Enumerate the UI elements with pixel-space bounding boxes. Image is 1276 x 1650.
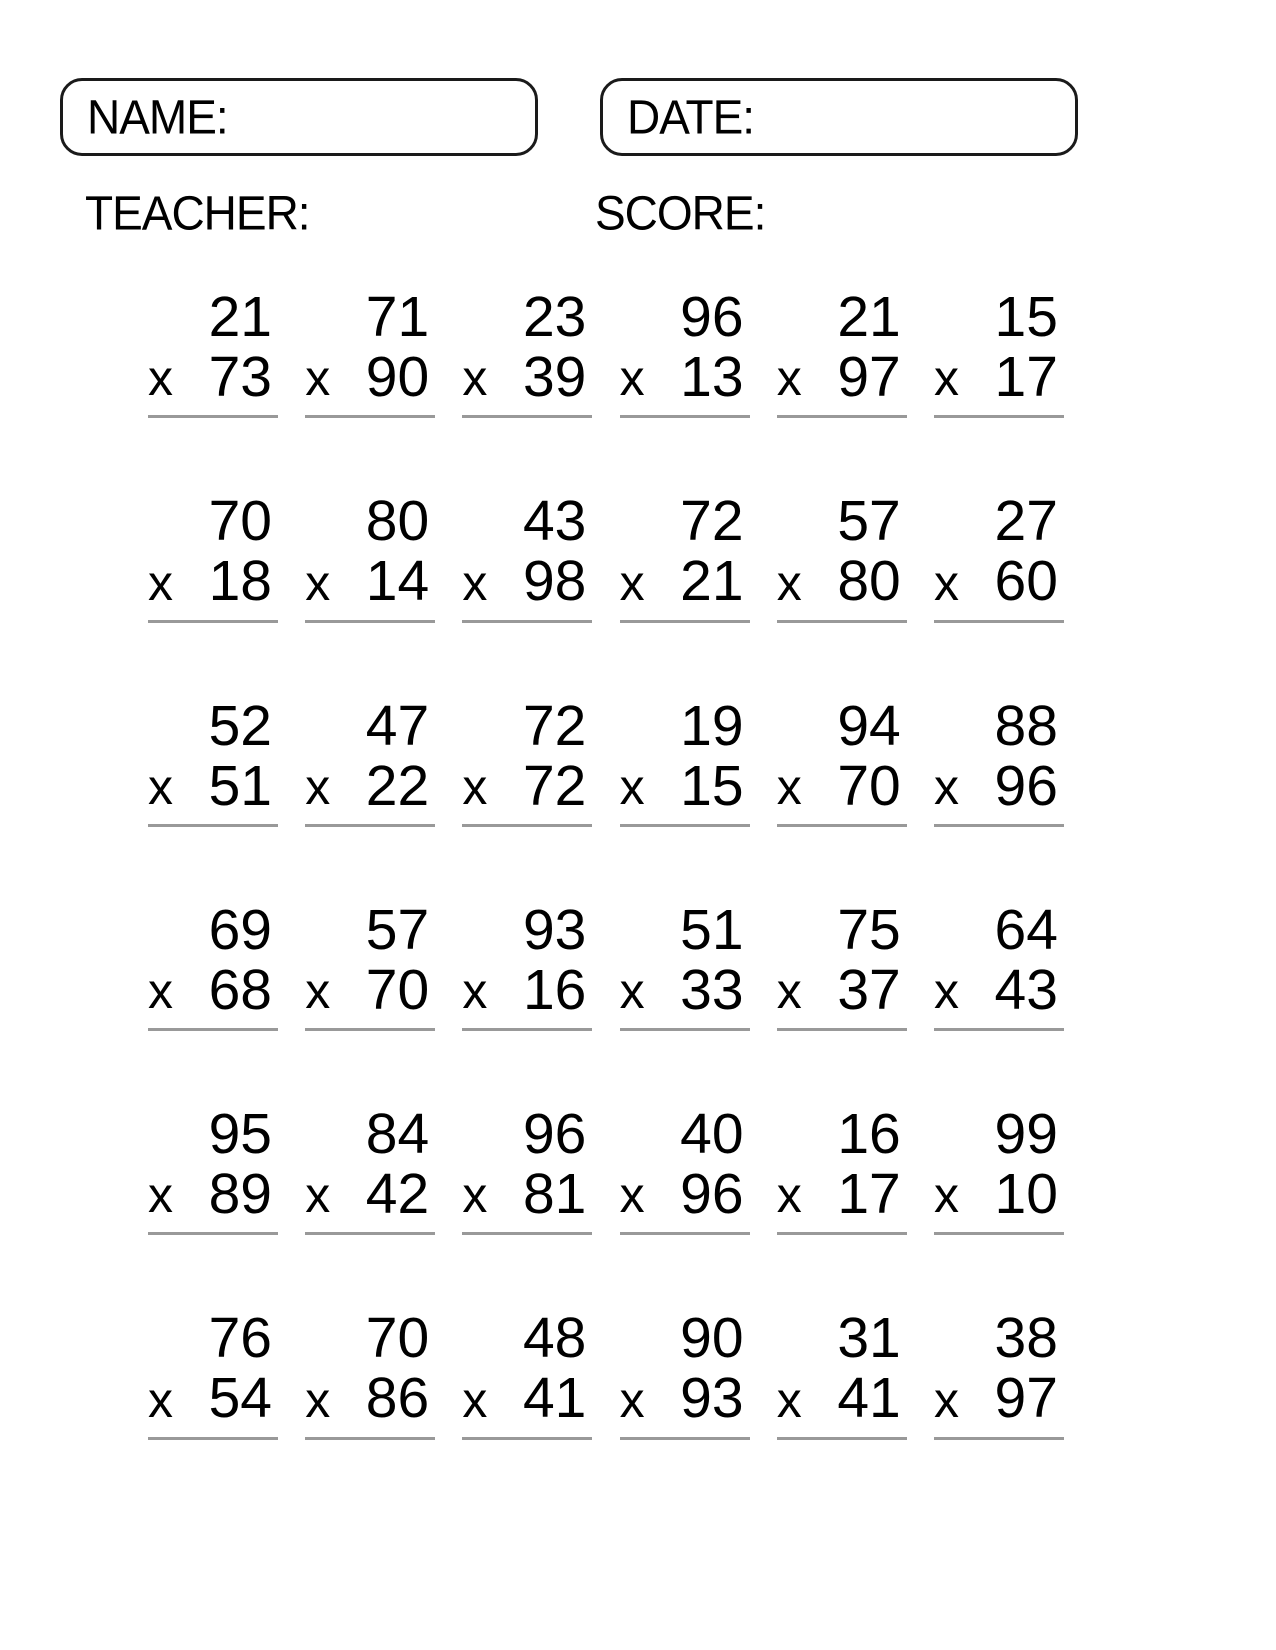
problem [933,897,1064,1031]
multiply-sign: x [148,350,173,407]
multiplicand: 48 [522,1306,587,1371]
multiply-sign: x [148,554,173,611]
problem [619,285,750,418]
multiplier-line [462,753,592,827]
multiplicand: 72 [522,693,587,758]
multiplier-line [933,957,1064,1031]
multiplier-line [776,1366,907,1439]
multiply-sign: x [305,758,331,815]
multiplier-line [619,957,750,1031]
multiplicand: 19 [680,693,744,758]
multiplier-line [619,1366,750,1439]
multiply-sign: x [933,1371,959,1428]
problem [933,285,1064,418]
multiplier-line [305,1366,435,1439]
multiply-sign: x [933,758,959,815]
multiplicand: 76 [208,1306,272,1371]
multiplier: 70 [837,753,901,818]
multiply-sign: x [619,758,645,815]
multiplicand: 99 [994,1102,1058,1166]
multiplier: 18 [208,549,272,614]
multiplicand: 93 [522,897,587,962]
multiply-sign: x [148,1371,173,1428]
multiplier-line [148,753,278,827]
problem [776,693,907,827]
problem [619,1102,750,1235]
multiplier-line [933,1366,1064,1439]
multiplier: 72 [522,753,587,818]
multiply-sign: x [933,554,959,611]
problem [305,1102,435,1235]
multiplicand: 15 [994,285,1058,349]
multiplicand: 88 [994,693,1058,758]
multiplier: 93 [680,1366,744,1431]
problem [305,693,435,827]
problem-row [148,897,1064,1031]
multiplier: 16 [522,957,587,1022]
multiplier-line [933,753,1064,827]
problem [933,489,1064,622]
multiply-sign: x [305,1167,331,1224]
multiplier-line [148,1162,278,1235]
multiplier: 15 [680,753,744,818]
problem [462,1102,592,1235]
multiply-sign: x [619,554,645,611]
problem [462,693,592,827]
multiplier: 51 [208,753,272,818]
multiply-sign: x [148,963,173,1019]
problem [148,897,278,1031]
multiplier: 96 [680,1162,744,1227]
multiplicand: 72 [680,489,744,554]
multiplier: 41 [522,1366,587,1431]
multiplier-line [462,549,592,622]
multiply-sign: x [619,1371,645,1428]
problem [619,897,750,1031]
multiplicand: 23 [522,285,587,349]
multiply-sign: x [619,350,645,407]
multiply-sign: x [776,758,802,815]
teacher-label: TEACHER: [85,185,310,241]
problem-row [148,1306,1064,1439]
multiplier: 89 [208,1162,272,1227]
problem [619,693,750,827]
multiply-sign: x [462,1167,488,1224]
multiplier: 70 [365,957,430,1022]
multiplier-line [776,957,907,1031]
multiply-sign: x [462,350,488,407]
multiplier-line [619,345,750,418]
problem [619,489,750,622]
multiply-sign: x [305,350,331,407]
multiplicand: 21 [208,285,272,349]
multiply-sign: x [619,1167,645,1224]
multiplier-line [933,549,1064,622]
name-field-box [60,78,538,156]
score-label: SCORE: [595,185,766,241]
multiply-sign: x [933,350,959,407]
multiplier: 22 [365,753,430,818]
multiplier: 13 [680,345,744,410]
multiplicand: 43 [522,489,587,554]
multiplicand: 75 [837,897,901,962]
multiplier: 81 [522,1162,587,1227]
multiplicand: 40 [680,1102,744,1166]
problem-row [148,489,1064,622]
multiplicand: 69 [208,897,272,962]
multiply-sign: x [933,963,959,1019]
problem [305,897,435,1031]
multiplier-line [462,957,592,1031]
multiplier-line [305,345,435,418]
multiplier-line [619,753,750,827]
multiplier: 37 [837,957,901,1022]
multiplicand: 47 [365,693,430,758]
multiply-sign: x [933,1167,959,1224]
multiplier-line [148,549,278,622]
problem-row [148,693,1064,827]
multiplier: 96 [994,753,1058,818]
multiplier-line [305,549,435,622]
multiplier-line [305,957,435,1031]
multiplier: 39 [522,345,587,410]
multiply-sign: x [305,963,331,1019]
multiplier-line [619,1162,750,1235]
multiplier: 98 [522,549,587,614]
problem [148,1306,278,1439]
multiplicand: 52 [208,693,272,758]
multiplier: 41 [837,1366,901,1431]
multiplicand: 64 [994,897,1058,962]
name-label: NAME: [87,89,228,145]
problem [462,1306,592,1439]
multiply-sign: x [462,1371,488,1428]
problem [933,1306,1064,1439]
multiplier: 33 [680,957,744,1022]
problem [148,285,278,418]
multiplier: 97 [994,1366,1058,1431]
multiplier-line [305,1162,435,1235]
multiplier-line [933,1162,1064,1235]
problem [305,285,435,418]
problem [305,1306,435,1439]
problem [776,897,907,1031]
multiplier-line [148,345,278,418]
problem [776,285,907,418]
multiply-sign: x [305,1371,331,1428]
problem [619,1306,750,1439]
multiplier-line [776,753,907,827]
problem [148,1102,278,1235]
multiply-sign: x [462,758,488,815]
multiplier-line [462,1162,592,1235]
multiplier-line [776,1162,907,1235]
multiplier: 17 [837,1162,901,1227]
multiplier: 10 [994,1162,1058,1227]
multiplier-line [462,1366,592,1439]
problem [776,1306,907,1439]
multiplier-line [305,753,435,827]
multiply-sign: x [462,963,488,1019]
multiplicand: 96 [522,1102,587,1166]
multiplicand: 70 [208,489,272,554]
multiplicand: 51 [680,897,744,962]
multiply-sign: x [462,554,488,611]
multiplier: 14 [365,549,430,614]
multiplier-line [933,345,1064,418]
problem [148,489,278,622]
multiplier: 54 [208,1366,272,1431]
multiplier-line [619,549,750,622]
multiply-sign: x [776,963,802,1019]
multiplier: 86 [365,1366,430,1431]
multiplier-line [462,345,592,418]
multiply-sign: x [776,1167,802,1224]
problem [462,285,592,418]
multiplicand: 27 [994,489,1058,554]
multiplicand: 90 [680,1306,744,1371]
problem [776,1102,907,1235]
multiplicand: 71 [365,285,430,349]
multiply-sign: x [148,758,173,815]
multiplicand: 57 [365,897,430,962]
multiplicand: 94 [837,693,901,758]
multiplier: 68 [208,957,272,1022]
multiplicand: 95 [208,1102,272,1166]
multiplier: 42 [365,1162,430,1227]
multiply-sign: x [776,554,802,611]
multiplier: 90 [365,345,430,410]
multiplier: 73 [208,345,272,410]
multiplier-line [776,345,907,418]
multiplier: 60 [994,549,1058,614]
multiplier: 17 [994,345,1058,410]
multiplicand: 21 [837,285,901,349]
multiplier: 97 [837,345,901,410]
problem-row [148,285,1064,418]
multiply-sign: x [619,963,645,1019]
multiplier-line [776,549,907,622]
date-field-box [600,78,1078,156]
problems-grid [148,285,1064,1514]
date-label: DATE: [627,89,755,145]
problem-row [148,1102,1064,1235]
multiplicand: 57 [837,489,901,554]
multiplier: 43 [994,957,1058,1022]
problem [933,693,1064,827]
multiplicand: 31 [837,1306,901,1371]
multiplier: 21 [680,549,744,614]
multiply-sign: x [148,1167,173,1224]
problem [776,489,907,622]
multiplicand: 70 [365,1306,430,1371]
multiplier: 80 [837,549,901,614]
multiplicand: 80 [365,489,430,554]
problem [148,693,278,827]
multiply-sign: x [776,350,802,407]
problem [462,489,592,622]
problem [462,897,592,1031]
problem [305,489,435,622]
multiplier-line [148,1366,278,1439]
multiplier-line [148,957,278,1031]
multiply-sign: x [776,1371,802,1428]
multiplicand: 96 [680,285,744,349]
multiplicand: 38 [994,1306,1058,1371]
problem [933,1102,1064,1235]
multiplicand: 16 [837,1102,901,1166]
multiply-sign: x [305,554,331,611]
multiplicand: 84 [365,1102,430,1166]
